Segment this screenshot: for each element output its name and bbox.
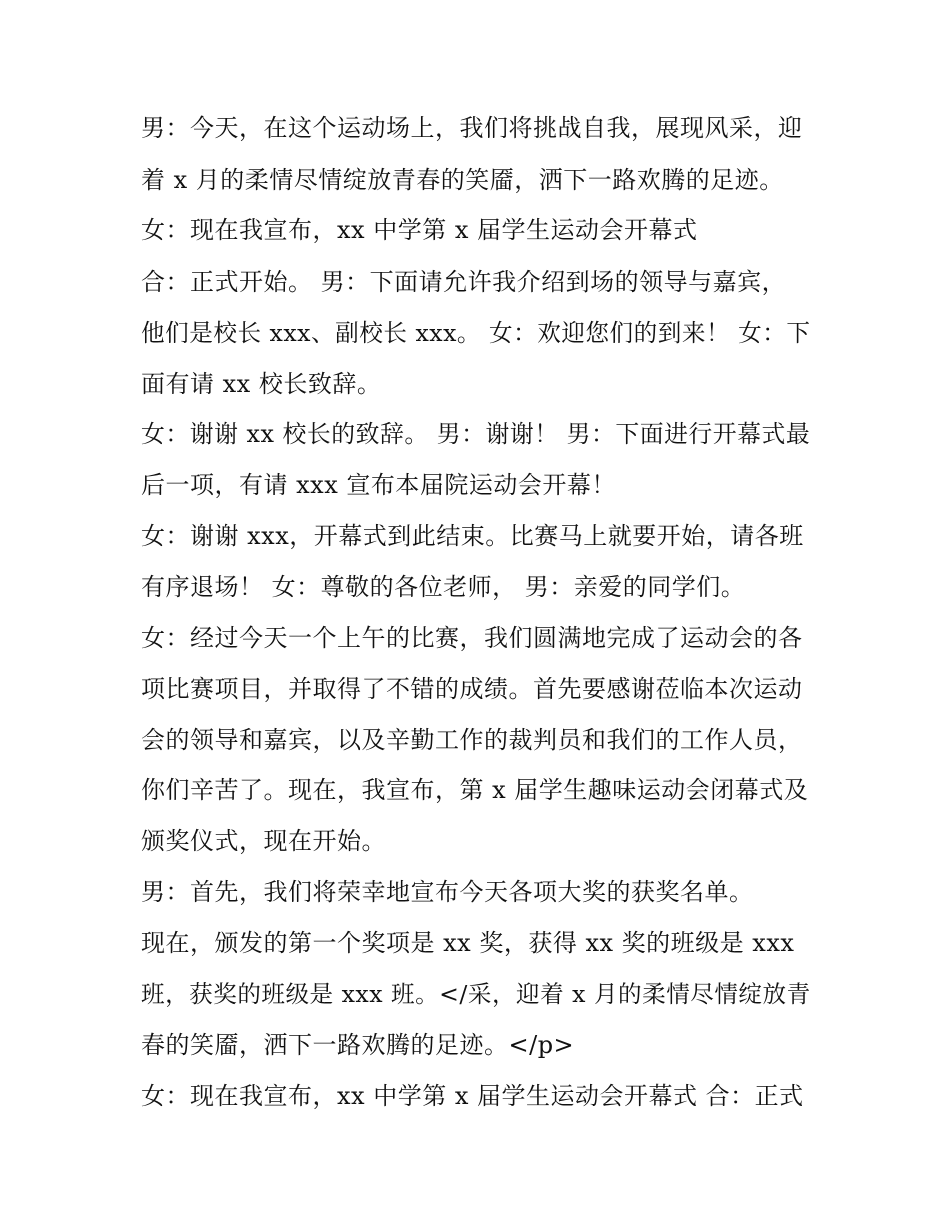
text-line: 他们是校长 xxx、副校长 xxx。 女：欢迎您们的到来！ 女：下 [141,319,811,347]
text-line: 后一项，有请 xxx 宣布本届院运动会开幕！ [141,471,616,499]
text-line: 班，获奖的班级是 xxx 班。</采，迎着 x 月的柔情尽情绽放青 [141,980,811,1008]
text-line: 男：首先，我们将荣幸地宣布今天各项大奖的获奖名单。 [141,878,754,906]
text-line: 着 x 月的柔情尽情绽放青春的笑靥，洒下一路欢腾的足迹。 [141,166,784,194]
text-line: 项比赛项目，并取得了不错的成绩。首先要感谢莅临本次运动 [141,675,803,703]
text-line: 女：现在我宣布，xx 中学第 x 届学生运动会开幕式 合：正式 [141,1082,804,1110]
text-line: 女：谢谢 xxx，开幕式到此结束。比赛马上就要开始，请各班 [141,522,804,550]
text-line: 颁奖仪式，现在开始。 [141,827,386,855]
text-line: 女：现在我宣布，xx 中学第 x 届学生运动会开幕式 [141,216,698,244]
text-line: 女：谢谢 xx 校长的致辞。 男：谢谢！ 男：下面进行开幕式最 [141,420,811,448]
text-line: 春的笑靥，洒下一路欢腾的足迹。</p> [141,1031,575,1059]
text-line: 合：正式开始。 男：下面请允许我介绍到场的领导与嘉宾， [141,268,787,296]
text-line: 有序退场！ 女：尊敬的各位老师， 男：亲爱的同学们。 [141,573,746,601]
text-line: 男：今天，在这个运动场上，我们将挑战自我，展现风采，迎 [141,114,803,142]
text-line: 会的领导和嘉宾，以及辛勤工作的裁判员和我们的工作人员， [141,726,803,754]
text-line: 面有请 xx 校长致辞。 [141,370,382,398]
text-line: 现在，颁发的第一个奖项是 xx 奖，获得 xx 奖的班级是 xxx [141,929,795,957]
text-line: 女：经过今天一个上午的比赛，我们圆满地完成了运动会的各 [141,624,803,652]
text-line: 你们辛苦了。现在，我宣布，第 x 届学生趣味运动会闭幕式及 [141,776,809,804]
